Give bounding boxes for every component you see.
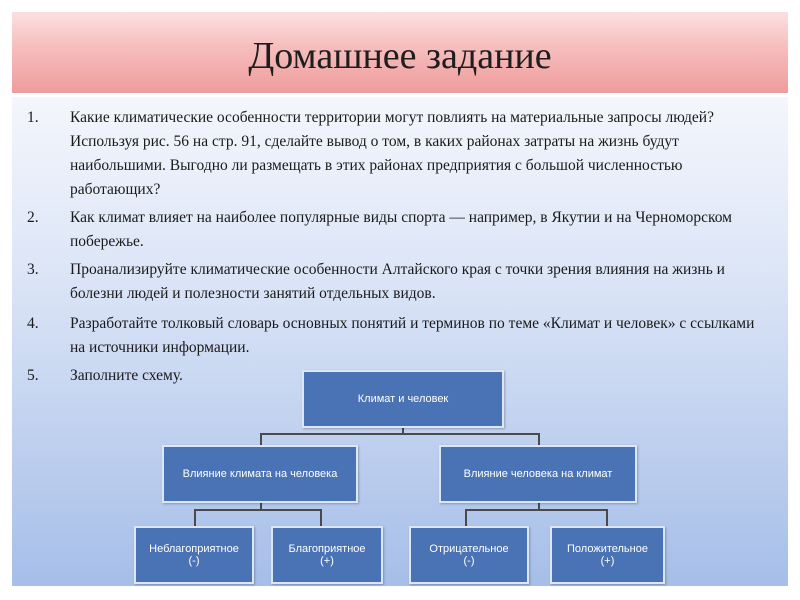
item-number: 2. (27, 209, 39, 226)
diagram-left-label: Влияние климата на человека (182, 468, 338, 480)
item-number: 3. (27, 261, 39, 278)
title-bar (12, 12, 788, 93)
diagram-left-box (162, 445, 358, 503)
diagram-leaf-box (134, 526, 254, 584)
item-text: Заполните схему. (70, 367, 183, 384)
leaf-label: Положительное (567, 543, 648, 555)
item-text: Проанализируйте климатические особенности Алтайского края с точки зрения влияния на жизнь и болезни людей и полезности занятий отдельных видов. (70, 261, 725, 302)
connector (465, 509, 467, 526)
item-number: 5. (27, 367, 39, 384)
connector (194, 509, 196, 526)
leaf-label: Отрицательное (429, 543, 509, 555)
connector (465, 509, 608, 511)
diagram-leaf-box (409, 526, 529, 584)
item-number: 1. (27, 109, 39, 126)
leaf-label: Неблагоприятное (149, 543, 239, 555)
slide-title: Домашнее задание (248, 35, 552, 77)
leaf-label: Благоприятное (288, 543, 366, 555)
connector (606, 509, 608, 526)
leaf-mark: (+) (600, 555, 615, 567)
connector (260, 433, 262, 445)
connector (194, 509, 322, 511)
diagram-root-box (302, 370, 504, 428)
diagram-leaf-box (271, 526, 383, 584)
diagram-leaf-box (550, 526, 665, 584)
connector (320, 509, 322, 526)
leaf-mark: (-) (188, 555, 200, 567)
item-text: Разработайте толковый словарь основных понятий и терминов по теме «Климат и человек» с ссылками на источники информации. (70, 315, 755, 356)
connector (260, 433, 540, 435)
connector (538, 433, 540, 445)
leaf-mark: (-) (463, 555, 475, 567)
diagram-root-label: Климат и человек (357, 393, 449, 405)
item-number: 4. (27, 315, 39, 332)
diagram-right-label: Влияние человека на климат (463, 468, 613, 480)
item-text: Как климат влияет на наиболее популярные виды спорта — например, в Якутии и на Черноморском побережье. (70, 209, 732, 250)
item-text: Какие климатические особенности территории могут повлиять на материальные запросы людей? Используя рис. 56 на стр. 91, сделайте вывод о том, в каких районах затраты на жизнь будут наибольшими. Выгодно ли размещать в этих районах предприятия с большой численностью работающих? (70, 109, 714, 198)
leaf-mark: (+) (320, 555, 334, 567)
diagram-right-box (439, 445, 637, 503)
